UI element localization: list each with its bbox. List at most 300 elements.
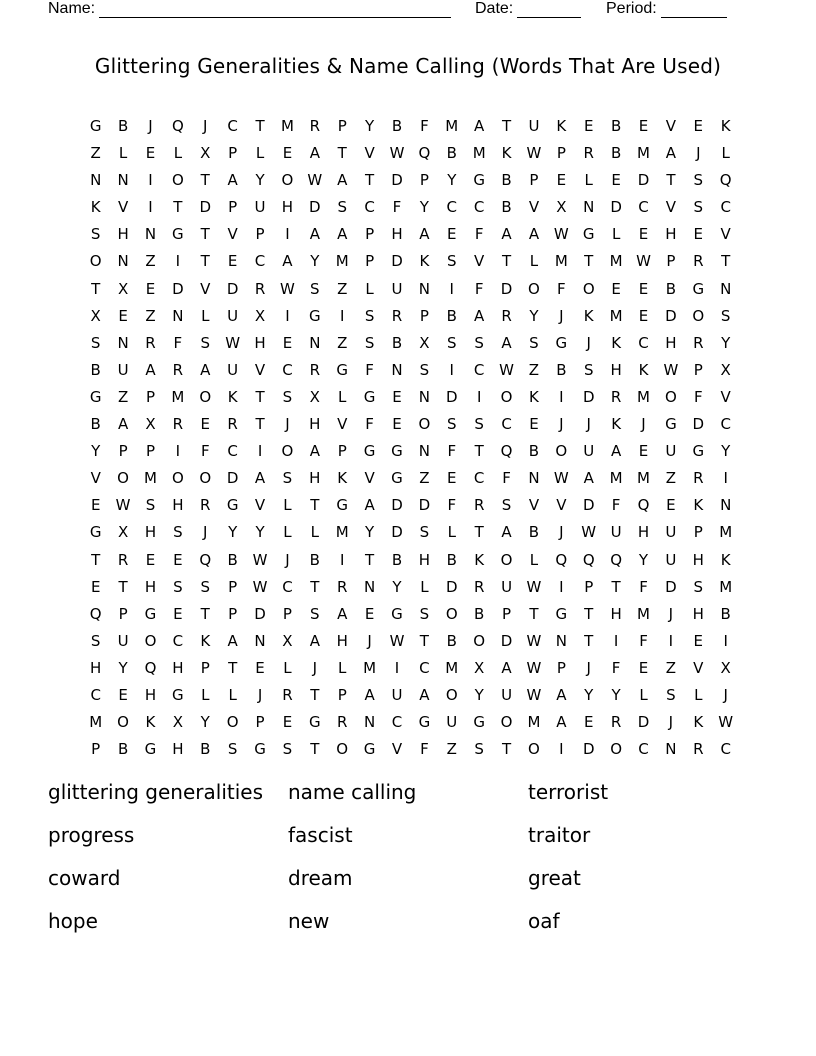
grid-letter[interactable]: C	[473, 360, 485, 379]
grid-letter[interactable]: X	[474, 658, 485, 677]
grid-letter[interactable]: X	[282, 631, 293, 650]
grid-letter[interactable]: E	[392, 387, 402, 406]
grid-letter[interactable]: U	[254, 198, 266, 217]
grid-letter[interactable]: Y	[310, 252, 320, 271]
grid-letter[interactable]: J	[203, 523, 208, 542]
grid-letter[interactable]: C	[254, 252, 266, 271]
period-field[interactable]	[606, 0, 727, 18]
grid-letter[interactable]: P	[529, 171, 539, 190]
grid-letter[interactable]: V	[528, 496, 540, 515]
grid-letter[interactable]: Y	[365, 523, 375, 542]
grid-letter[interactable]: X	[145, 415, 156, 434]
grid-letter[interactable]: D	[610, 198, 622, 217]
grid-letter[interactable]: E	[173, 550, 183, 569]
grid-letter[interactable]: M	[609, 306, 623, 325]
grid-letter[interactable]: B	[720, 604, 731, 623]
grid-letter[interactable]: B	[446, 144, 457, 163]
grid-letter[interactable]: L	[420, 577, 429, 596]
grid-letter[interactable]: K	[337, 469, 348, 488]
grid-letter[interactable]: N	[90, 171, 102, 190]
grid-letter[interactable]: N	[391, 360, 403, 379]
grid-letter[interactable]: E	[666, 496, 676, 515]
grid-letter[interactable]: W	[252, 550, 268, 569]
grid-letter[interactable]: Q	[637, 496, 650, 515]
grid-letter[interactable]: G	[89, 387, 102, 406]
grid-letter[interactable]: M	[637, 144, 650, 163]
grid-letter[interactable]: R	[309, 117, 321, 135]
grid-letter[interactable]: G	[172, 225, 184, 244]
grid-letter[interactable]: C	[638, 333, 649, 352]
grid-letter[interactable]: F	[447, 496, 457, 515]
grid-letter[interactable]: T	[91, 550, 101, 569]
grid-letter[interactable]: E	[145, 279, 156, 298]
grid-letter[interactable]: D	[445, 387, 458, 406]
grid-letter[interactable]: S	[145, 496, 156, 515]
grid-letter[interactable]: Y	[721, 333, 731, 352]
grid-letter[interactable]: Y	[638, 550, 649, 569]
grid-letter[interactable]: N	[418, 387, 430, 406]
grid-letter[interactable]: B	[391, 117, 403, 135]
grid-letter[interactable]: T	[611, 577, 621, 596]
grid-letter[interactable]: G	[254, 740, 266, 759]
grid-letter[interactable]: G	[89, 523, 102, 542]
grid-letter[interactable]: E	[90, 496, 101, 515]
grid-letter[interactable]: T	[255, 387, 265, 406]
grid-letter[interactable]: P	[228, 577, 238, 596]
grid-letter[interactable]: C	[364, 198, 375, 217]
grid-letter[interactable]: A	[227, 631, 238, 650]
grid-letter[interactable]: S	[364, 333, 375, 352]
grid-letter[interactable]: G	[144, 740, 157, 759]
grid-letter[interactable]: J	[586, 415, 591, 434]
grid-letter[interactable]: I	[723, 469, 728, 488]
grid-letter[interactable]: C	[501, 415, 512, 434]
grid-letter[interactable]: P	[91, 740, 101, 759]
grid-letter[interactable]: F	[200, 442, 210, 461]
grid-letter[interactable]: U	[391, 685, 403, 704]
grid-letter[interactable]: L	[338, 658, 347, 677]
grid-letter[interactable]: V	[528, 198, 540, 217]
grid-letter[interactable]: O	[445, 685, 458, 704]
grid-letter[interactable]: Y	[91, 442, 101, 461]
grid-letter[interactable]: K	[90, 198, 101, 217]
grid-letter[interactable]: R	[227, 415, 238, 434]
grid-letter[interactable]: P	[502, 604, 512, 623]
grid-letter[interactable]: T	[365, 550, 375, 569]
grid-letter[interactable]: X	[556, 198, 567, 217]
grid-letter[interactable]: K	[529, 387, 539, 406]
grid-letter[interactable]: L	[283, 523, 292, 542]
grid-letter[interactable]: N	[363, 577, 376, 596]
grid-letter[interactable]: N	[172, 306, 184, 325]
grid-letter[interactable]: E	[693, 225, 704, 244]
grid-letter[interactable]: P	[228, 144, 238, 163]
grid-letter[interactable]: A	[583, 469, 594, 488]
grid-letter[interactable]: T	[118, 577, 128, 596]
grid-letter[interactable]: U	[528, 117, 540, 135]
grid-letter[interactable]: T	[501, 740, 512, 759]
grid-letter[interactable]: J	[668, 604, 674, 623]
grid-letter[interactable]: P	[200, 658, 210, 677]
grid-letter[interactable]: F	[611, 496, 621, 515]
grid-letter[interactable]: R	[172, 360, 184, 379]
grid-letter[interactable]: N	[555, 631, 567, 650]
grid-letter[interactable]: P	[337, 685, 347, 704]
grid-letter[interactable]: W	[636, 252, 651, 271]
grid-letter[interactable]: B	[446, 306, 457, 325]
grid-letter[interactable]: Z	[528, 360, 540, 379]
grid-letter[interactable]: C	[172, 631, 184, 650]
grid-letter[interactable]: X	[200, 144, 211, 163]
grid-letter[interactable]: E	[638, 658, 649, 677]
grid-letter[interactable]: O	[445, 604, 458, 623]
grid-letter[interactable]: Y	[392, 577, 402, 596]
grid-letter[interactable]: A	[501, 333, 512, 352]
grid-letter[interactable]: S	[200, 333, 211, 352]
grid-letter[interactable]: E	[638, 279, 649, 298]
grid-letter[interactable]: M	[171, 387, 185, 406]
grid-letter[interactable]: S	[720, 306, 731, 325]
grid-letter[interactable]: E	[282, 333, 293, 352]
grid-letter[interactable]: T	[474, 523, 484, 542]
grid-letter[interactable]: E	[282, 713, 293, 732]
grid-letter[interactable]: S	[90, 631, 101, 650]
grid-letter[interactable]: E	[638, 117, 649, 135]
grid-letter[interactable]: W	[553, 469, 569, 488]
grid-letter[interactable]: E	[173, 604, 183, 623]
grid-letter[interactable]: L	[283, 496, 292, 515]
grid-letter[interactable]: A	[474, 117, 485, 135]
grid-letter[interactable]: F	[365, 360, 374, 379]
grid-letter[interactable]: M	[554, 252, 568, 271]
grid-letter[interactable]: S	[282, 740, 293, 759]
grid-letter[interactable]: T	[337, 144, 347, 163]
grid-letter[interactable]: X	[90, 306, 101, 325]
grid-letter[interactable]: F	[447, 442, 457, 461]
grid-letter[interactable]: A	[474, 306, 485, 325]
grid-letter[interactable]: R	[336, 577, 348, 596]
grid-letter[interactable]: Q	[144, 658, 157, 677]
grid-letter[interactable]: R	[254, 279, 266, 298]
grid-letter[interactable]: B	[501, 198, 512, 217]
grid-letter[interactable]: V	[665, 198, 677, 217]
grid-letter[interactable]: K	[419, 252, 430, 271]
grid-letter[interactable]: O	[336, 740, 349, 759]
grid-letter[interactable]: O	[171, 171, 184, 190]
grid-letter[interactable]: B	[610, 117, 622, 135]
grid-letter[interactable]: P	[556, 658, 566, 677]
grid-letter[interactable]: D	[254, 604, 266, 623]
grid-letter[interactable]: D	[637, 713, 650, 732]
grid-letter[interactable]: D	[172, 279, 184, 298]
grid-letter[interactable]: B	[200, 740, 211, 759]
grid-letter[interactable]: G	[692, 442, 705, 461]
grid-letter[interactable]: A	[200, 360, 211, 379]
grid-letter[interactable]: S	[474, 333, 484, 352]
grid-letter[interactable]: B	[556, 360, 567, 379]
grid-letter[interactable]: N	[720, 279, 732, 298]
date-line[interactable]	[517, 3, 581, 18]
grid-letter[interactable]: T	[419, 631, 429, 650]
grid-letter[interactable]: C	[391, 713, 403, 732]
grid-letter[interactable]: U	[583, 442, 595, 461]
grid-letter[interactable]: R	[693, 469, 704, 488]
grid-letter[interactable]: T	[474, 442, 484, 461]
grid-letter[interactable]: E	[583, 713, 594, 732]
grid-letter[interactable]: I	[559, 577, 564, 596]
grid-letter[interactable]: U	[665, 523, 677, 542]
grid-letter[interactable]: A	[337, 604, 348, 623]
grid-letter[interactable]: T	[200, 225, 210, 244]
grid-letter[interactable]: L	[338, 387, 347, 406]
grid-letter[interactable]: K	[693, 713, 704, 732]
grid-letter[interactable]: M	[637, 604, 650, 623]
grid-letter[interactable]: Y	[118, 658, 128, 677]
grid-letter[interactable]: M	[335, 252, 349, 271]
grid-letter[interactable]: A	[556, 685, 567, 704]
grid-letter[interactable]: M	[637, 469, 650, 488]
grid-letter[interactable]: P	[365, 252, 375, 271]
grid-letter[interactable]: K	[227, 387, 238, 406]
grid-letter[interactable]: J	[559, 415, 564, 434]
grid-letter[interactable]: I	[559, 387, 564, 406]
grid-letter[interactable]: Y	[228, 523, 238, 542]
grid-letter[interactable]: S	[282, 469, 293, 488]
grid-letter[interactable]: L	[529, 550, 539, 569]
grid-letter[interactable]: B	[391, 550, 403, 569]
grid-letter[interactable]: A	[309, 225, 320, 244]
grid-letter[interactable]: C	[282, 360, 293, 379]
grid-letter[interactable]: R	[610, 387, 622, 406]
date-field[interactable]	[475, 0, 581, 18]
grid-letter[interactable]: Q	[500, 442, 513, 461]
grid-letter[interactable]: V	[254, 496, 266, 515]
grid-letter[interactable]: L	[173, 144, 183, 163]
grid-letter[interactable]: D	[582, 496, 595, 515]
grid-letter[interactable]: D	[637, 171, 650, 190]
grid-letter[interactable]: A	[556, 713, 567, 732]
grid-letter[interactable]: D	[500, 631, 513, 650]
grid-letter[interactable]: G	[555, 604, 568, 623]
grid-letter[interactable]: B	[474, 604, 485, 623]
grid-letter[interactable]: N	[309, 333, 321, 352]
grid-letter[interactable]: D	[391, 171, 403, 190]
grid-letter[interactable]: O	[555, 442, 568, 461]
grid-letter[interactable]: L	[365, 279, 374, 298]
grid-letter[interactable]: H	[637, 523, 650, 542]
grid-letter[interactable]: B	[117, 117, 129, 135]
grid-letter[interactable]: J	[257, 685, 263, 704]
grid-letter[interactable]: L	[584, 171, 593, 190]
grid-letter[interactable]: F	[474, 279, 484, 298]
grid-letter[interactable]: D	[665, 306, 677, 325]
grid-letter[interactable]: N	[144, 225, 157, 244]
grid-letter[interactable]: T	[666, 171, 676, 190]
grid-letter[interactable]: V	[391, 740, 403, 759]
grid-letter[interactable]: I	[339, 550, 345, 569]
grid-letter[interactable]: G	[336, 360, 349, 379]
grid-letter[interactable]: R	[309, 360, 321, 379]
grid-letter[interactable]: L	[118, 144, 128, 163]
grid-letter[interactable]: V	[665, 117, 677, 135]
grid-letter[interactable]: Q	[610, 550, 623, 569]
grid-letter[interactable]: V	[720, 387, 731, 406]
grid-letter[interactable]: N	[418, 442, 430, 461]
grid-letter[interactable]: H	[281, 198, 294, 217]
grid-letter[interactable]: W	[307, 171, 323, 190]
grid-letter[interactable]: M	[144, 469, 157, 488]
grid-letter[interactable]: W	[252, 577, 268, 596]
grid-letter[interactable]: W	[499, 360, 514, 379]
grid-letter[interactable]: M	[719, 577, 733, 596]
grid-letter[interactable]: E	[118, 306, 128, 325]
grid-letter[interactable]: H	[336, 631, 348, 650]
grid-letter[interactable]: S	[666, 685, 676, 704]
grid-letter[interactable]: T	[365, 171, 375, 190]
grid-letter[interactable]: T	[501, 252, 512, 271]
grid-letter[interactable]: W	[526, 631, 542, 650]
grid-letter[interactable]: H	[418, 550, 431, 569]
grid-letter[interactable]: Z	[337, 279, 348, 298]
grid-letter[interactable]: V	[556, 496, 567, 515]
grid-letter[interactable]: I	[285, 225, 290, 244]
grid-letter[interactable]: R	[473, 496, 485, 515]
grid-letter[interactable]: S	[447, 415, 457, 434]
grid-letter[interactable]: R	[583, 144, 594, 163]
grid-letter[interactable]: F	[420, 740, 429, 759]
grid-letter[interactable]: Z	[665, 469, 677, 488]
grid-letter[interactable]: T	[584, 631, 594, 650]
grid-letter[interactable]: C	[638, 740, 649, 759]
grid-letter[interactable]: G	[144, 604, 157, 623]
grid-letter[interactable]: J	[312, 658, 318, 677]
grid-letter[interactable]: L	[721, 144, 730, 163]
grid-letter[interactable]: C	[419, 658, 430, 677]
grid-letter[interactable]: R	[473, 577, 485, 596]
grid-letter[interactable]: R	[391, 306, 403, 325]
grid-letter[interactable]: B	[528, 442, 540, 461]
grid-letter[interactable]: I	[449, 360, 454, 379]
grid-letter[interactable]: W	[389, 144, 405, 163]
grid-letter[interactable]: M	[637, 387, 650, 406]
grid-letter[interactable]: L	[255, 144, 265, 163]
grid-letter[interactable]: D	[226, 469, 239, 488]
grid-letter[interactable]: A	[501, 658, 512, 677]
grid-letter[interactable]: A	[309, 631, 320, 650]
grid-letter[interactable]: B	[528, 523, 540, 542]
grid-letter[interactable]: T	[228, 658, 238, 677]
grid-letter[interactable]: O	[226, 713, 239, 732]
grid-letter[interactable]: Y	[447, 171, 457, 190]
grid-letter[interactable]: E	[693, 631, 704, 650]
grid-letter[interactable]: V	[693, 658, 704, 677]
grid-letter[interactable]: E	[638, 442, 649, 461]
grid-letter[interactable]: K	[611, 415, 622, 434]
grid-letter[interactable]: M	[445, 117, 459, 135]
grid-letter[interactable]: V	[364, 469, 375, 488]
grid-letter[interactable]: T	[255, 117, 265, 135]
grid-letter[interactable]: P	[145, 387, 155, 406]
grid-letter[interactable]: F	[502, 469, 511, 488]
grid-letter[interactable]: A	[145, 360, 156, 379]
grid-letter[interactable]: O	[117, 713, 129, 732]
grid-letter[interactable]: U	[117, 360, 129, 379]
grid-letter[interactable]: K	[611, 333, 622, 352]
grid-letter[interactable]: E	[145, 550, 156, 569]
grid-letter[interactable]: Q	[199, 550, 212, 569]
grid-letter[interactable]: N	[117, 171, 129, 190]
grid-letter[interactable]: N	[720, 496, 732, 515]
grid-letter[interactable]: L	[228, 685, 237, 704]
grid-letter[interactable]: P	[666, 252, 676, 271]
grid-letter[interactable]: H	[144, 685, 157, 704]
grid-letter[interactable]: G	[665, 415, 677, 434]
grid-letter[interactable]: A	[117, 415, 129, 434]
grid-letter[interactable]: I	[723, 631, 728, 650]
grid-letter[interactable]: R	[172, 415, 184, 434]
grid-letter[interactable]: X	[117, 279, 129, 298]
grid-letter[interactable]: G	[391, 442, 403, 461]
grid-letter[interactable]: X	[117, 523, 129, 542]
grid-letter[interactable]: P	[145, 442, 155, 461]
grid-letter[interactable]: H	[172, 496, 184, 515]
grid-letter[interactable]: G	[226, 496, 239, 515]
grid-letter[interactable]: M	[609, 252, 623, 271]
grid-letter[interactable]: C	[473, 469, 485, 488]
grid-letter[interactable]: P	[255, 713, 265, 732]
grid-letter[interactable]: Z	[117, 387, 129, 406]
grid-letter[interactable]: H	[692, 604, 704, 623]
grid-letter[interactable]: M	[335, 523, 349, 542]
grid-letter[interactable]: I	[148, 171, 153, 190]
grid-letter[interactable]: S	[419, 360, 430, 379]
grid-letter[interactable]: U	[117, 631, 129, 650]
grid-letter[interactable]: S	[419, 523, 430, 542]
grid-letter[interactable]: Y	[529, 306, 539, 325]
grid-letter[interactable]: C	[720, 198, 731, 217]
grid-letter[interactable]: Z	[145, 252, 156, 271]
grid-letter[interactable]: S	[529, 333, 539, 352]
grid-letter[interactable]: J	[668, 713, 674, 732]
grid-letter[interactable]: H	[391, 225, 403, 244]
grid-letter[interactable]: B	[501, 171, 512, 190]
grid-letter[interactable]: E	[611, 279, 621, 298]
period-line[interactable]	[661, 3, 727, 18]
grid-letter[interactable]: Q	[171, 117, 184, 135]
grid-letter[interactable]: F	[611, 658, 621, 677]
grid-letter[interactable]: H	[692, 550, 704, 569]
grid-letter[interactable]: O	[528, 279, 540, 298]
grid-letter[interactable]: H	[610, 604, 622, 623]
grid-letter[interactable]: S	[227, 740, 238, 759]
grid-letter[interactable]: I	[449, 279, 454, 298]
grid-letter[interactable]: S	[310, 604, 320, 623]
grid-letter[interactable]: T	[200, 604, 210, 623]
grid-letter[interactable]: A	[337, 171, 348, 190]
grid-letter[interactable]: Z	[337, 333, 348, 352]
grid-letter[interactable]: P	[228, 198, 238, 217]
grid-letter[interactable]: X	[172, 713, 183, 732]
grid-letter[interactable]: K	[720, 550, 731, 569]
grid-letter[interactable]: P	[693, 523, 703, 542]
grid-letter[interactable]: D	[418, 496, 431, 515]
grid-letter[interactable]: Y	[721, 442, 731, 461]
grid-letter[interactable]: W	[389, 631, 405, 650]
grid-letter[interactable]: T	[310, 685, 320, 704]
grid-letter[interactable]: A	[501, 225, 512, 244]
grid-letter[interactable]: A	[254, 469, 266, 488]
grid-letter[interactable]: Q	[582, 550, 595, 569]
